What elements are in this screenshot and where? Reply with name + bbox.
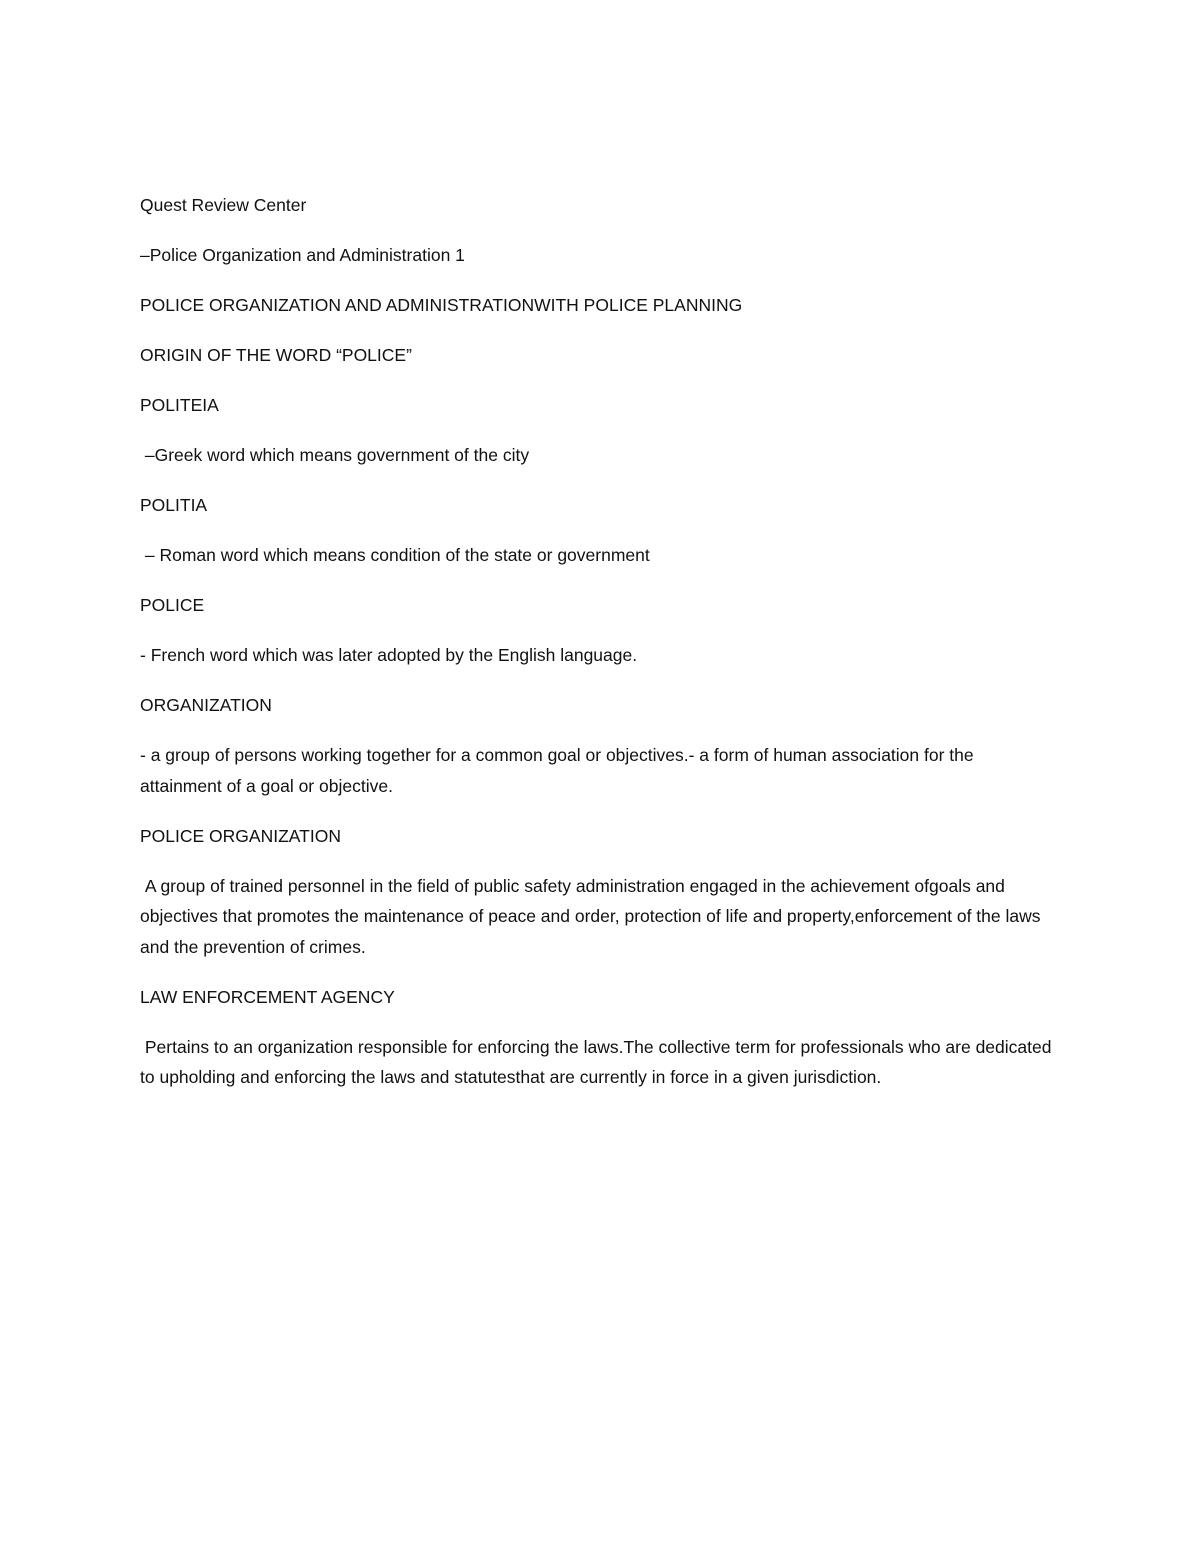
term-definition: - French word which was later adopted by the English language. <box>140 645 638 665</box>
document-title: Quest Review Center <box>140 195 307 215</box>
term-definition: A group of trained personnel in the field of public safety administration engaged in the achievement ofgoals and objectives that promotes the maintenance of peace and order, protection of life and property,enforcement of the laws and the prevention of crimes. <box>140 875 1046 957</box>
term-definition: – Roman word which means condition of the state or government <box>140 545 650 565</box>
term-heading: POLICE <box>140 595 205 615</box>
term-definition: –Greek word which means government of the city <box>140 445 530 465</box>
term-heading: LAW ENFORCEMENT AGENCY <box>140 986 395 1007</box>
section-heading: POLICE ORGANIZATION AND ADMINISTRATIONWITH POLICE PLANNING <box>140 295 743 315</box>
term-definition: Pertains to an organization responsible for enforcing the laws.The collective term for professionals who are dedicated to upholding and enforcing the laws and statutesthat are currently in force in a given jurisdiction. <box>140 1036 1057 1087</box>
section-heading: ORIGIN OF THE WORD “POLICE” <box>140 345 412 365</box>
document-subtitle: –Police Organization and Administration 1 <box>140 245 465 265</box>
term-heading: POLITEIA <box>140 395 219 415</box>
term-definition: - a group of persons working together for a common goal or objectives.- a form of human association for the attainment of a goal or objective. <box>140 745 979 796</box>
document-body <box>140 190 1060 1112</box>
term-heading: ORGANIZATION <box>140 695 272 715</box>
term-heading: POLICE ORGANIZATION <box>140 825 341 846</box>
term-heading: POLITIA <box>140 495 208 515</box>
